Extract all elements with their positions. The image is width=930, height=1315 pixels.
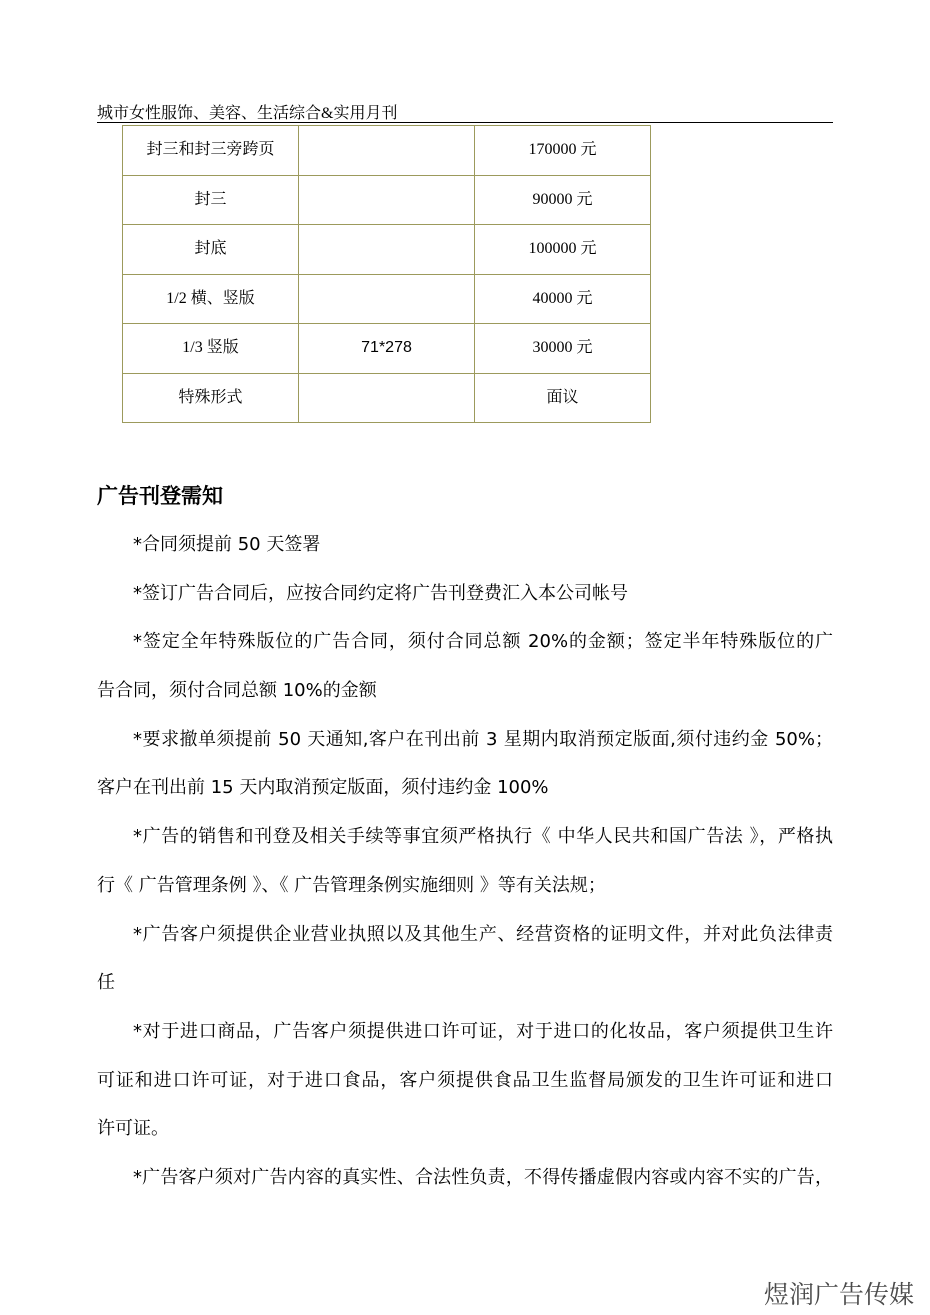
cell-size	[299, 373, 475, 423]
watermark: 煜润广告传媒	[764, 1280, 915, 1309]
notice-paragraph	[97, 813, 833, 910]
table-row	[123, 324, 651, 374]
cell-position: 封三	[123, 175, 299, 225]
notice-paragraph	[97, 911, 833, 1008]
cell-price: 面议	[475, 373, 651, 423]
table-row	[123, 175, 651, 225]
cell-size	[299, 274, 475, 324]
price-table	[122, 125, 651, 423]
paragraph-line: *广告的销售和刊登及相关手续等事宜须严格执行《 中华人民共和国广告法 》，严格执	[133, 826, 833, 848]
paragraph-line: *签定全年特殊版位的广告合同，须付合同总额 20%的金额；签定半年特殊版位的广	[133, 631, 833, 653]
cell-price: 90000 元	[475, 175, 651, 225]
cell-position: 1/2 横、竖版	[123, 274, 299, 324]
paragraph-line: *对于进口商品，广告客户须提供进口许可证，对于进口的化妆品，客户须提供卫生许	[133, 1020, 833, 1042]
paragraph-line: *广告客户须对广告内容的真实性、合法性负责，不得传播虚假内容或内容不实的广告，	[133, 1166, 833, 1188]
paragraph-line: 告合同，须付合同总额 10%的金额	[97, 680, 377, 702]
table-row	[123, 225, 651, 275]
notice-paragraph	[97, 570, 833, 619]
cell-price: 40000 元	[475, 274, 651, 324]
notice-paragraph	[97, 1008, 833, 1154]
paragraph-line: 任	[97, 972, 115, 994]
running-header	[97, 105, 833, 123]
paragraph-line: *广告客户须提供企业营业执照以及其他生产、经营资格的证明文件，并对此负法律责	[133, 923, 833, 945]
cell-position: 1/3 竖版	[123, 324, 299, 374]
paragraph-line: *签订广告合同后，应按合同约定将广告刊登费汇入本公司帐号	[133, 582, 628, 604]
magazine-tagline: 城市女性服饰、美容、生活综合&实用月刊	[97, 105, 398, 122]
cell-size	[299, 126, 475, 176]
cell-position: 封三和封三旁跨页	[123, 126, 299, 176]
notice-paragraph	[97, 618, 833, 715]
table-row	[123, 274, 651, 324]
cell-price: 100000 元	[475, 225, 651, 275]
paragraph-line: *合同须提前 50 天签署	[133, 534, 321, 555]
paragraph-line: 客户在刊出前 15 天内取消预定版面，须付违约金 100%	[97, 777, 549, 799]
cell-position: 特殊形式	[123, 373, 299, 423]
paragraph-line: 行《 广告管理条例 》、《 广告管理条例实施细则 》等有关法规；	[97, 874, 606, 896]
notice-body	[97, 521, 833, 1203]
notice-paragraph	[97, 716, 833, 813]
cell-price: 170000 元	[475, 126, 651, 176]
cell-size	[299, 225, 475, 275]
cell-size: 71*278	[299, 324, 475, 374]
table-row	[123, 126, 651, 176]
paragraph-line: 许可证。	[97, 1118, 169, 1140]
paragraph-line: *要求撤单须提前 50 天通知,客户在刊出前 3 星期内取消预定版面,须付违约金 50%；	[133, 728, 833, 750]
paragraph-line: 可证和进口许可证，对于进口食品，客户须提供食品卫生监督局颁发的卫生许可证和进口	[97, 1069, 833, 1091]
cell-position: 封底	[123, 225, 299, 275]
notice-paragraph	[97, 521, 833, 570]
cell-price: 30000 元	[475, 324, 651, 374]
cell-size	[299, 175, 475, 225]
notice-paragraph	[97, 1154, 833, 1203]
section-heading: 广告刊登需知	[97, 484, 223, 508]
table-row	[123, 373, 651, 423]
